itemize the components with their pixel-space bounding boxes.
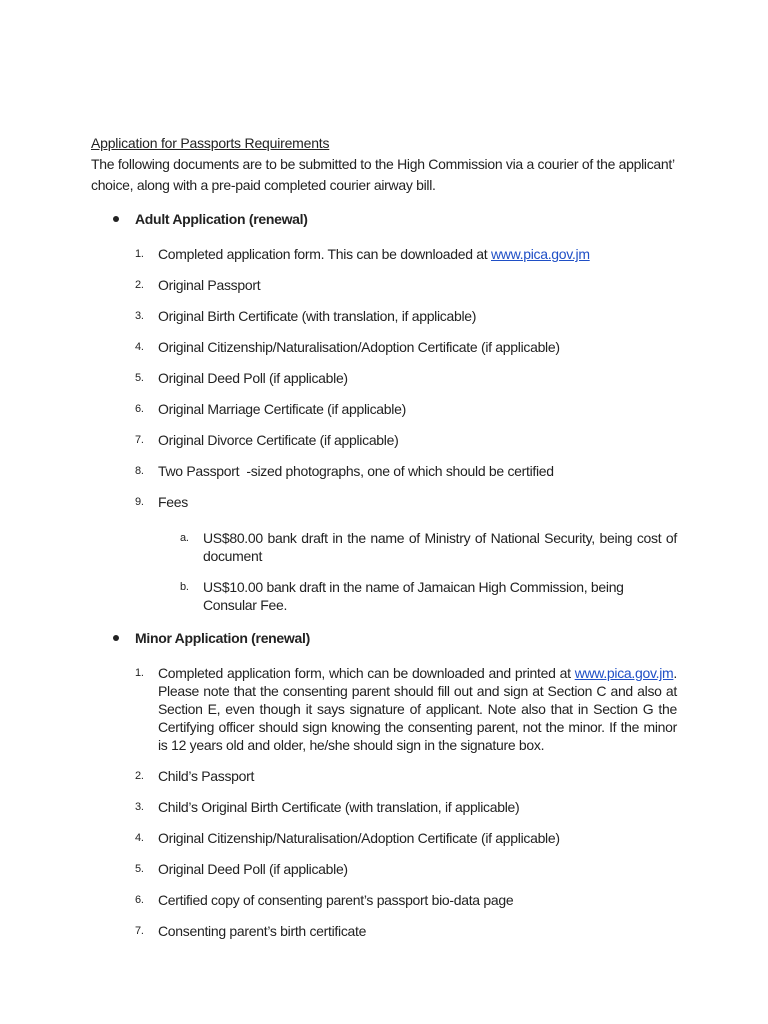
item-text: Child’s Original Birth Certificate (with translation, if applicable) bbox=[158, 799, 520, 815]
list-item bbox=[91, 400, 677, 418]
item-text: Child’s Passport bbox=[158, 768, 255, 784]
item-text: Original Divorce Certificate (if applicable) bbox=[158, 432, 399, 448]
adult-heading-text: Adult Application (renewal) bbox=[135, 211, 308, 227]
minor-items-list bbox=[91, 664, 677, 940]
item-text: Fees bbox=[158, 494, 188, 510]
item-number: 3. bbox=[135, 801, 144, 813]
minor-heading bbox=[113, 628, 677, 648]
item-number: 6. bbox=[135, 894, 144, 906]
list-item-fees bbox=[91, 493, 677, 614]
fee-text: US$80.00 bank draft in the name of Ministry of National Security, being cost of document bbox=[203, 530, 677, 564]
pica-link[interactable]: www.pica.gov.jm bbox=[490, 246, 590, 262]
item-number: 2. bbox=[135, 770, 144, 782]
item-number: 1. bbox=[135, 248, 144, 260]
item-text-continued: . Please note that the consenting parent should fill out and sign at Section C and also at Section E, even though it says signature of applicant. Note also that in Section G the Certifying officer should sign knowing the consenting parent, not the minor. If the minor is 12 years old and older, he/she should sign in the signature box. bbox=[158, 665, 677, 753]
item-text: Original Deed Poll (if applicable) bbox=[158, 861, 348, 877]
list-item bbox=[91, 338, 677, 356]
minor-section bbox=[91, 628, 677, 940]
adult-heading bbox=[113, 209, 677, 229]
adult-items-list bbox=[91, 245, 677, 614]
list-item bbox=[91, 922, 677, 940]
item-number: 7. bbox=[135, 925, 144, 937]
item-text: Completed application form, which can be downloaded and printed at bbox=[158, 665, 575, 681]
item-number: 2. bbox=[135, 279, 144, 291]
list-item bbox=[91, 369, 677, 387]
item-text: Two Passport -sized photographs, one of which should be certified bbox=[158, 463, 554, 479]
item-number: 1. bbox=[135, 667, 144, 679]
list-item bbox=[91, 798, 677, 816]
item-text: Original Birth Certificate (with translation, if applicable) bbox=[158, 308, 477, 324]
fees-list bbox=[91, 529, 677, 614]
item-text: Certified copy of consenting parent’s passport bio-data page bbox=[158, 892, 514, 908]
item-number: 4. bbox=[135, 341, 144, 353]
item-text: Completed application form. This can be downloaded at bbox=[158, 246, 491, 262]
item-number: 7. bbox=[135, 434, 144, 446]
item-number: 6. bbox=[135, 403, 144, 415]
fee-item bbox=[91, 578, 677, 614]
item-number: 4. bbox=[135, 832, 144, 844]
item-number: 3. bbox=[135, 310, 144, 322]
list-item bbox=[91, 860, 677, 878]
item-text: Original Citizenship/Naturalisation/Adoption Certificate (if applicable) bbox=[158, 339, 560, 355]
list-item bbox=[91, 431, 677, 449]
item-number: 5. bbox=[135, 372, 144, 384]
item-number: 5. bbox=[135, 863, 144, 875]
list-item bbox=[91, 829, 677, 847]
fee-letter: b. bbox=[180, 581, 189, 593]
minor-heading-text: Minor Application (renewal) bbox=[135, 630, 310, 646]
adult-section bbox=[91, 209, 677, 614]
list-item bbox=[91, 767, 677, 785]
list-item bbox=[91, 891, 677, 909]
list-item bbox=[91, 307, 677, 325]
pica-link[interactable]: www.pica.gov.jm bbox=[574, 665, 674, 681]
bullet-icon bbox=[113, 635, 119, 641]
fee-item bbox=[91, 529, 677, 565]
item-number: 9. bbox=[135, 496, 144, 508]
item-text: Original Passport bbox=[158, 277, 261, 293]
fee-letter: a. bbox=[180, 532, 189, 544]
document-title: Application for Passports Requirements bbox=[91, 135, 330, 151]
item-text: Original Deed Poll (if applicable) bbox=[158, 370, 348, 386]
list-item bbox=[91, 245, 677, 263]
item-text: Consenting parent’s birth certificate bbox=[158, 923, 367, 939]
fee-text: US$10.00 bank draft in the name of Jamaican High Commission, being Consular Fee. bbox=[203, 579, 624, 613]
item-text: Original Marriage Certificate (if applicable) bbox=[158, 401, 406, 417]
bullet-icon bbox=[113, 216, 119, 222]
list-item bbox=[91, 462, 677, 480]
item-number: 8. bbox=[135, 465, 144, 477]
intro-paragraph: The following documents are to be submitted to the High Commission via a courier of the applicant’ choice, along with a pre-paid completed courier airway bill. bbox=[91, 156, 675, 193]
list-item bbox=[91, 276, 677, 294]
list-item bbox=[91, 664, 677, 754]
item-text: Original Citizenship/Naturalisation/Adoption Certificate (if applicable) bbox=[158, 830, 560, 846]
